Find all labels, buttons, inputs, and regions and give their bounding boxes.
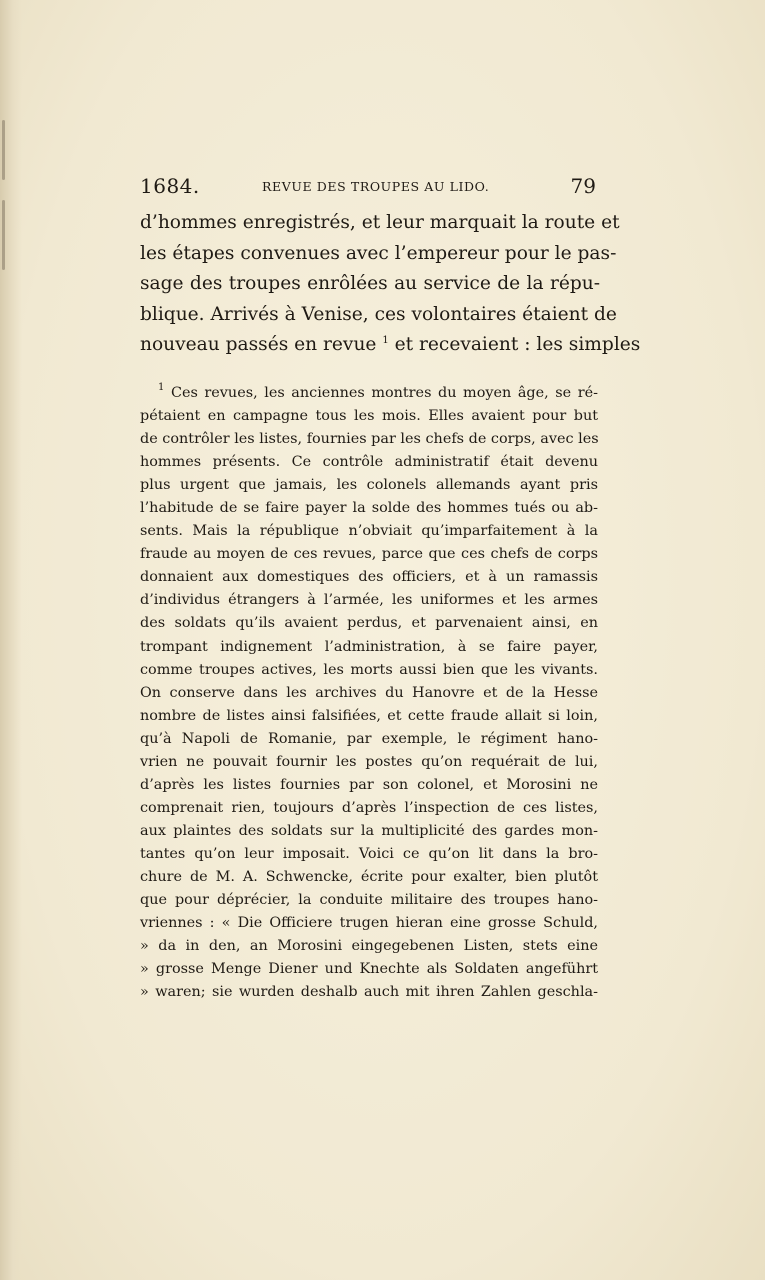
footnote-line: fraude au moyen de ces revues, parce que ces chefs de corps: [140, 546, 598, 563]
footnote-line: On conserve dans les archives du Hanovre et de la Hesse: [140, 684, 598, 701]
page-edge-mark: [2, 120, 5, 180]
page-gutter-shadow: [0, 0, 22, 1280]
footnote-line-text: Ces revues, les anciennes montres du moyen âge, se ré-: [170, 385, 598, 401]
text-line: sage des troupes enrôlées au service de la répu-: [140, 273, 600, 294]
text-line: [140, 330, 641, 361]
footnote-line: des soldats qu’ils avaient perdus, et parvenaient ainsi, en: [140, 615, 598, 632]
footnote-line: d’individus étrangers à l’armée, les uniformes et les armes: [140, 592, 598, 609]
footnote-line: de contrôler les listes, fournies par les chefs de corps, avec les: [140, 431, 599, 448]
footnote-line: que pour déprécier, la conduite militaire des troupes hano-: [140, 892, 598, 909]
footnote-line: tantes qu’on leur imposait. Voici ce qu’on lit dans la bro-: [140, 845, 598, 862]
footnote-line: plus urgent que jamais, les colonels allemands ayant pris: [140, 477, 598, 494]
main-text: [140, 208, 641, 361]
text-line: les étapes convenues avec l’empereur pour le pas-: [140, 242, 617, 264]
running-header: [140, 174, 596, 202]
text-line-segment: nouveau passés en revue: [140, 334, 377, 355]
footnote-marker: 1: [158, 382, 165, 393]
text-line: blique. Arrivés à Venise, ces volontaires étaient de: [140, 303, 617, 325]
footnote-line: d’après les listes fournies par son colonel, et Morosini ne: [140, 776, 598, 793]
footnote-line: donnaient aux domestiques des officiers, et à un ramassis: [140, 569, 598, 586]
footnote-line: » grosse Menge Diener und Knechte als Soldaten angeführt: [140, 961, 598, 978]
footnote-line: comprenait rien, toujours d’après l’inspection de ces listes,: [140, 799, 598, 816]
footnote-line: » waren; sie wurden deshalb auch mit ihren Zahlen geschla-: [140, 984, 598, 1001]
footnote-line: aux plaintes des soldats sur la multiplicité des gardes mon-: [140, 822, 598, 839]
footnote-line: [140, 382, 598, 405]
text-line: d’hommes enregistrés, et leur marquait la route et: [140, 212, 620, 233]
footnote-line: pétaient en campagne tous les mois. Elles avaient pour but: [140, 408, 598, 425]
footnote: [140, 382, 598, 1004]
footnote-line: » da in den, an Morosini eingegebenen Listen, stets eine: [140, 938, 598, 955]
footnote-line: vrien ne pouvait fournir les postes qu’on requérait de lui,: [140, 753, 598, 770]
footnote-line: trompant indignement l’administration, à se faire payer,: [140, 638, 598, 655]
header-year: 1684.: [140, 174, 200, 198]
footnote-line: sents. Mais la république n’obviait qu’imparfaitement à la: [140, 523, 598, 540]
footnote-line: chure de M. A. Schwencke, écrite pour exalter, bien plutôt: [140, 868, 598, 885]
text-line-segment: et recevaient : les simples: [394, 334, 641, 355]
footnote-line: hommes présents. Ce contrôle administratif était devenu: [140, 454, 598, 471]
running-title: REVUE DES TROUPES AU LIDO.: [262, 179, 490, 194]
page-number: 79: [570, 174, 596, 198]
page-edge-mark: [2, 200, 5, 270]
footnote-line: nombre de listes ainsi falsifiées, et cette fraude allait si loin,: [140, 707, 598, 724]
footnote-line: comme troupes actives, les morts aussi bien que les vivants.: [140, 661, 598, 678]
footnote-line: l’habitude de se faire payer la solde des hommes tués ou ab-: [140, 500, 598, 517]
footnote-reference: 1: [382, 335, 389, 346]
footnote-line: vriennes : « Die Officiere trugen hieran eine grosse Schuld,: [140, 915, 598, 932]
footnote-line: qu’à Napoli de Romanie, par exemple, le régiment hano-: [140, 730, 598, 747]
